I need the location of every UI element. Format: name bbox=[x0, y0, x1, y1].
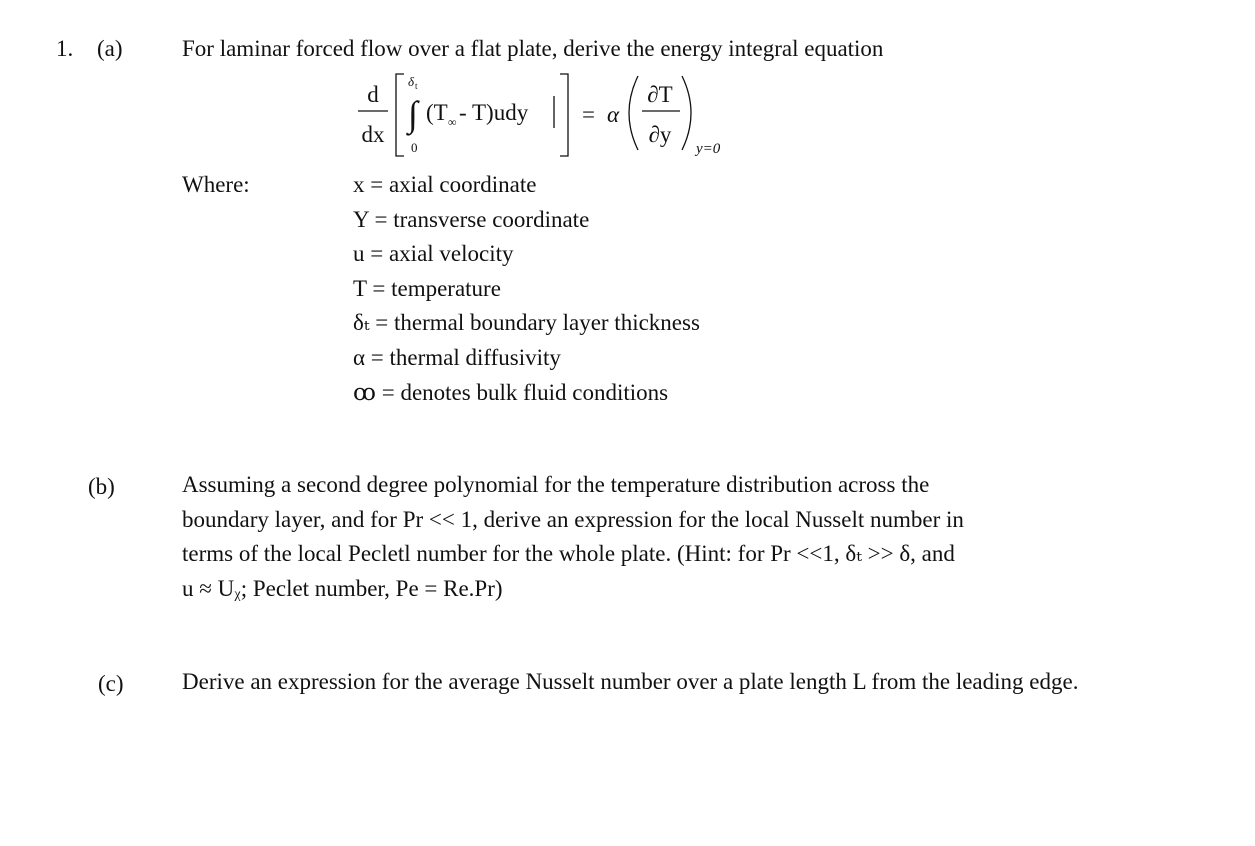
part-b-line-4: u ≈ Uᵪ; Peclet number, Pe = Re.Pr) bbox=[182, 576, 503, 602]
eq-left-bracket bbox=[396, 74, 404, 156]
part-b-line-2: boundary layer, and for Pr << 1, derive an expression for the local Nusselt number in bbox=[182, 506, 964, 532]
part-a-intro: For laminar forced flow over a flat plate, derive the energy integral equation bbox=[182, 36, 884, 61]
eq-dy: ∂y bbox=[648, 122, 672, 147]
part-b-line-1: Assuming a second degree polynomial for the temperature distribution across the bbox=[182, 472, 930, 497]
part-b-label: (b) bbox=[88, 474, 115, 499]
question-number: 1. bbox=[56, 36, 74, 61]
where-label: Where: bbox=[182, 172, 250, 197]
eq-equals: = bbox=[582, 102, 595, 127]
eq-integrand-rest: - T)udy bbox=[459, 100, 529, 125]
eq-right-bracket bbox=[560, 74, 568, 156]
eq-integral-sign: ∫ bbox=[408, 94, 418, 134]
definition-u: u = axial velocity bbox=[353, 241, 514, 266]
eq-d: d bbox=[367, 82, 379, 107]
eq-integrand-open: (T bbox=[426, 100, 448, 125]
energy-integral-equation bbox=[340, 66, 740, 162]
part-a-label: (a) bbox=[97, 36, 123, 61]
eq-dT: ∂T bbox=[647, 82, 673, 107]
definition-infinity: ꝏ = denotes bulk fluid conditions bbox=[353, 380, 669, 405]
eq-right-paren bbox=[682, 76, 691, 150]
eq-eval-point: y=0 bbox=[696, 141, 721, 157]
part-c-text: Derive an expression for the average Nusselt number over a plate length L from the leading edge. bbox=[182, 669, 1079, 694]
eq-upper-limit-sub: t bbox=[415, 81, 418, 91]
eq-left-paren bbox=[629, 76, 638, 150]
definition-x: x = axial coordinate bbox=[353, 172, 537, 197]
eq-alpha: α bbox=[607, 102, 620, 127]
eq-dx: dx bbox=[361, 122, 385, 147]
part-c-label: (c) bbox=[98, 671, 124, 696]
definition-delta-t: δₜ = thermal boundary layer thickness bbox=[353, 310, 700, 335]
eq-lower-limit: 0 bbox=[411, 140, 418, 155]
definition-t: T = temperature bbox=[353, 276, 501, 301]
part-b-line-3: terms of the local Pecletl number for the whole plate. (Hint: for Pr <<1, δₜ >> δ, and bbox=[182, 541, 955, 567]
eq-integrand-sub: ∞ bbox=[448, 115, 457, 129]
definition-alpha: α = thermal diffusivity bbox=[353, 345, 561, 370]
part-b-text bbox=[182, 468, 964, 607]
definition-y: Y = transverse coordinate bbox=[353, 207, 590, 232]
eq-upper-limit: δ bbox=[408, 74, 415, 89]
